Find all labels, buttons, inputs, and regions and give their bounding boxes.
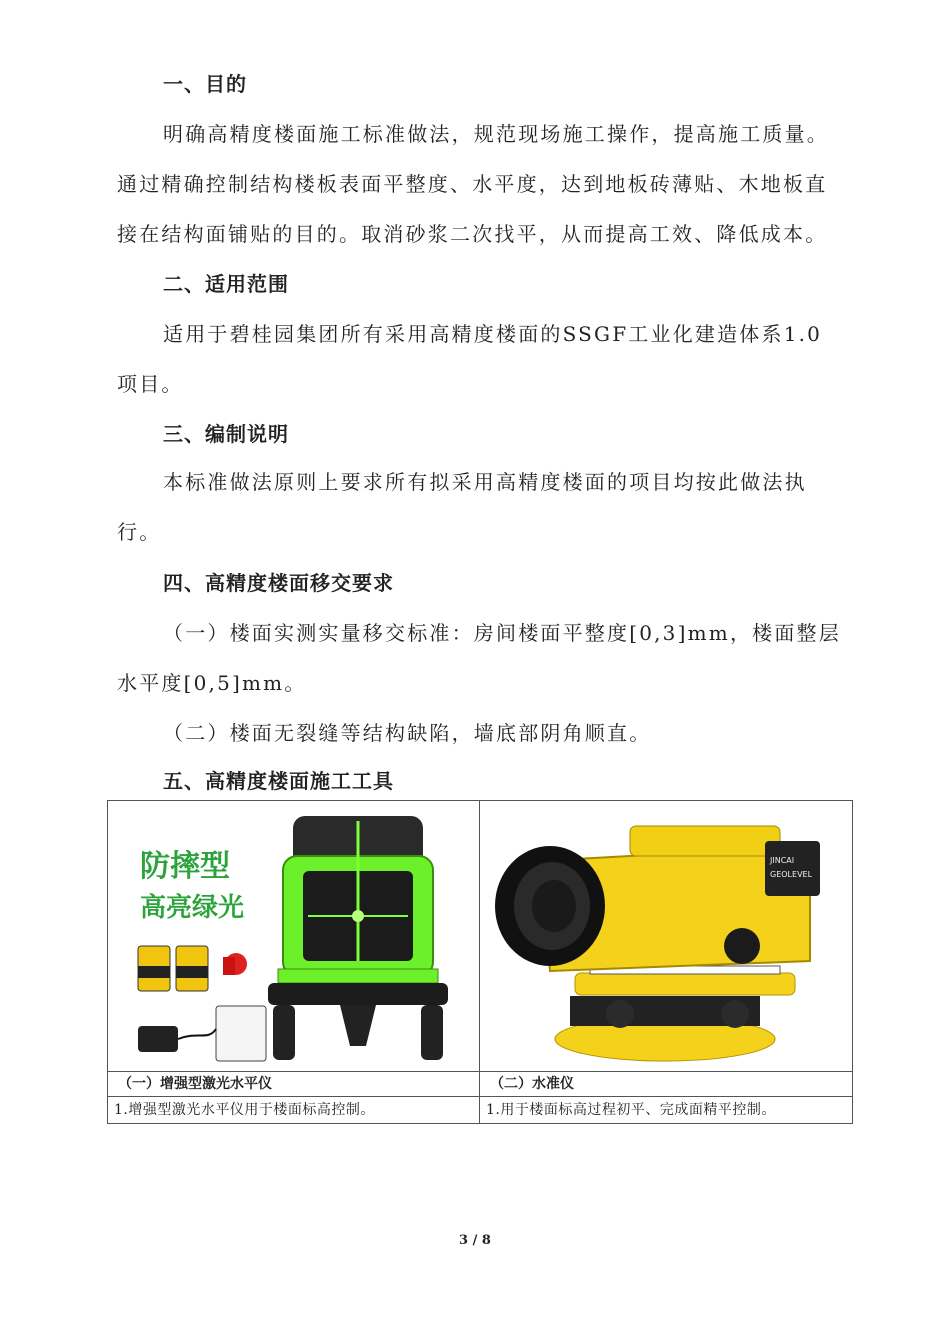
tool-image-cell-level (480, 801, 853, 1072)
purpose-line-1: 明确高精度楼面施工标准做法，规范现场施工操作，提高施工质量。 (163, 122, 829, 146)
section-heading-purpose: 一、目的 (163, 72, 247, 96)
tool-image-cell-laser (108, 801, 480, 1072)
page-number: 3 / 8 (459, 1233, 491, 1248)
auto-level-illustration (480, 801, 852, 1071)
notes-line-2: 行。 (117, 520, 162, 544)
scope-line-2: 项目。 (117, 372, 184, 396)
purpose-line-3: 接在结构面铺贴的目的。取消砂浆二次找平，从而提高工效、降低成本。 (117, 222, 828, 246)
handover-item2: （二）楼面无裂缝等结构缺陷，墙底部阴角顺直。 (163, 721, 652, 745)
tool-caption-laser: （一）增强型激光水平仪 (108, 1072, 480, 1097)
image-text-bright-green: 高亮绿光 (140, 893, 245, 923)
section-heading-scope: 二、适用范围 (163, 272, 289, 296)
auto-level-image (480, 801, 852, 1071)
scope-line-1: 适用于碧桂园集团所有采用高精度楼面的SSGF工业化建造体系1.0 (163, 322, 823, 346)
tool-caption-level: （二）水准仪 (480, 1072, 853, 1097)
handover-item1-line-2: 水平度[0,5]mm。 (117, 671, 307, 695)
laser-level-illustration (108, 801, 479, 1071)
tool-description-laser: 1.增强型激光水平仪用于楼面标高控制。 (108, 1097, 480, 1124)
section-heading-handover: 四、高精度楼面移交要求 (163, 571, 394, 595)
section-heading-tools: 五、高精度楼面施工工具 (163, 769, 394, 793)
image-text-brand: JINCAI (770, 856, 795, 865)
handover-item1-line-1: （一）楼面实测实量移交标准：房间楼面平整度[0,3]mm，楼面整层 (163, 621, 841, 645)
notes-line-1: 本标准做法原则上要求所有拟采用高精度楼面的项目均按此做法执 (163, 470, 807, 494)
tool-description-level: 1.用于楼面标高过程初平、完成面精平控制。 (480, 1097, 853, 1124)
tools-table (107, 800, 853, 1124)
image-text-model: GEOLEVEL (770, 870, 813, 879)
purpose-line-2: 通过精确控制结构楼板表面平整度、水平度，达到地板砖薄贴、木地板直 (117, 172, 828, 196)
laser-level-image (108, 801, 479, 1071)
image-text-anti-drop: 防摔型 (140, 849, 230, 884)
section-heading-notes: 三、编制说明 (163, 422, 289, 446)
